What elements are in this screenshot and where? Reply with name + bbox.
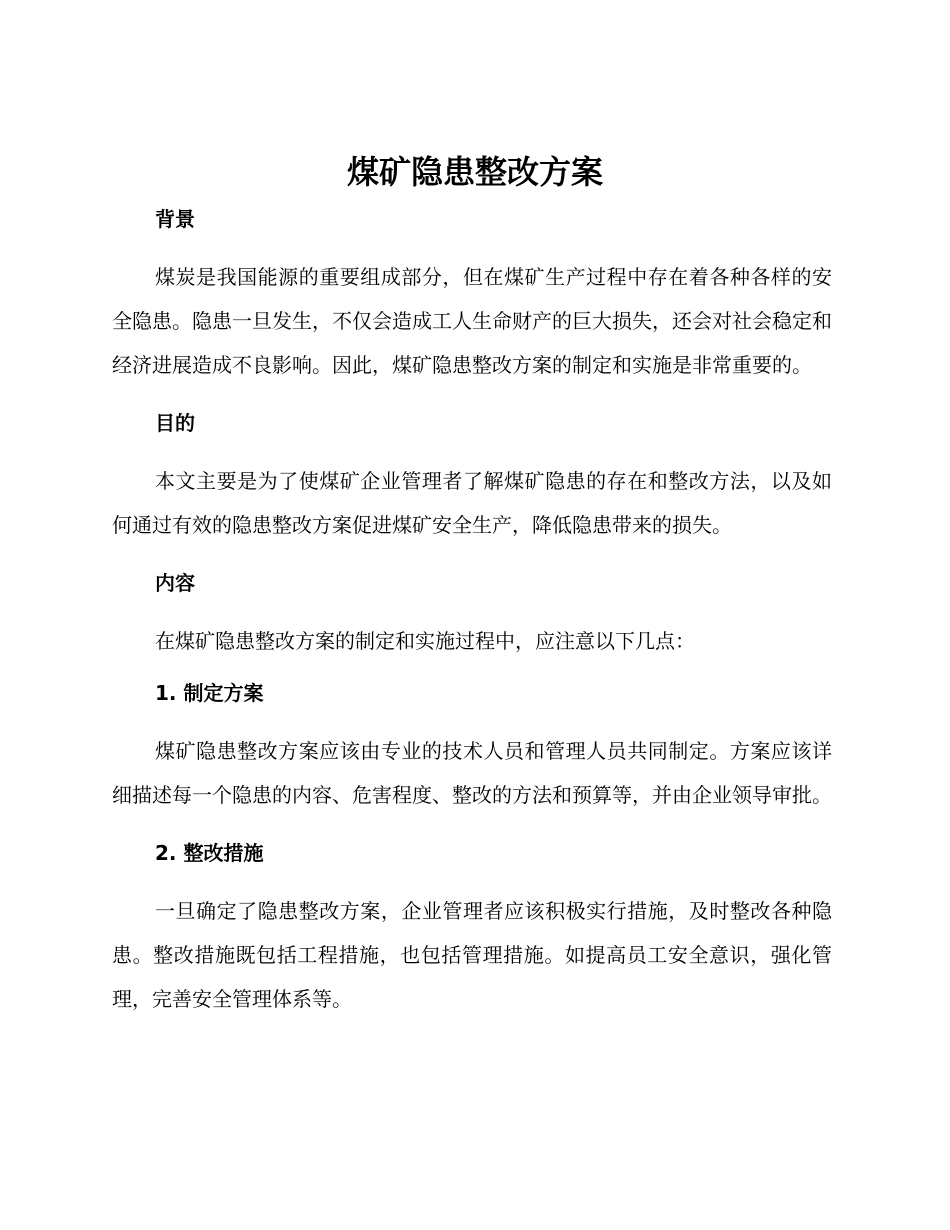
document-body — [112, 203, 832, 1021]
section-heading-purpose: 目的 — [155, 411, 195, 435]
document-title: 煤矿隐患整改方案 — [346, 153, 603, 191]
section-heading-measures: 2. 整改措施 — [155, 841, 264, 865]
section-heading-content: 内容 — [155, 571, 195, 595]
paragraph-purpose: 本文主要是为了使煤矿企业管理者了解煤矿隐患的存在和整改方法，以及如何通过有效的隐患整改方案促进煤矿安全生产，降低隐患带来的损失。 — [112, 469, 832, 537]
section-heading-make-plan: 1. 制定方案 — [155, 681, 264, 705]
section-heading-background: 背景 — [155, 207, 195, 231]
paragraph-make-plan: 煤矿隐患整改方案应该由专业的技术人员和管理人员共同制定。方案应该详细描述每一个隐患的内容、危害程度、整改的方法和预算等，并由企业领导审批。 — [112, 739, 832, 807]
paragraph-content: 在煤矿隐患整改方案的制定和实施过程中，应注意以下几点： — [155, 629, 695, 653]
paragraph-background: 煤炭是我国能源的重要组成部分，但在煤矿生产过程中存在着各种各样的安全隐患。隐患一旦发生，不仅会造成工人生命财产的巨大损失，还会对社会稳定和经济进展造成不良影响。因此，煤矿隐患整改方案的制定和实施是非常重要的。 — [112, 265, 832, 377]
paragraph-measures: 一旦确定了隐患整改方案，企业管理者应该积极实行措施，及时整改各种隐患。整改措施既包括工程措施，也包括管理措施。如提高员工安全意识，强化管理，完善安全管理体系等。 — [112, 899, 832, 1011]
